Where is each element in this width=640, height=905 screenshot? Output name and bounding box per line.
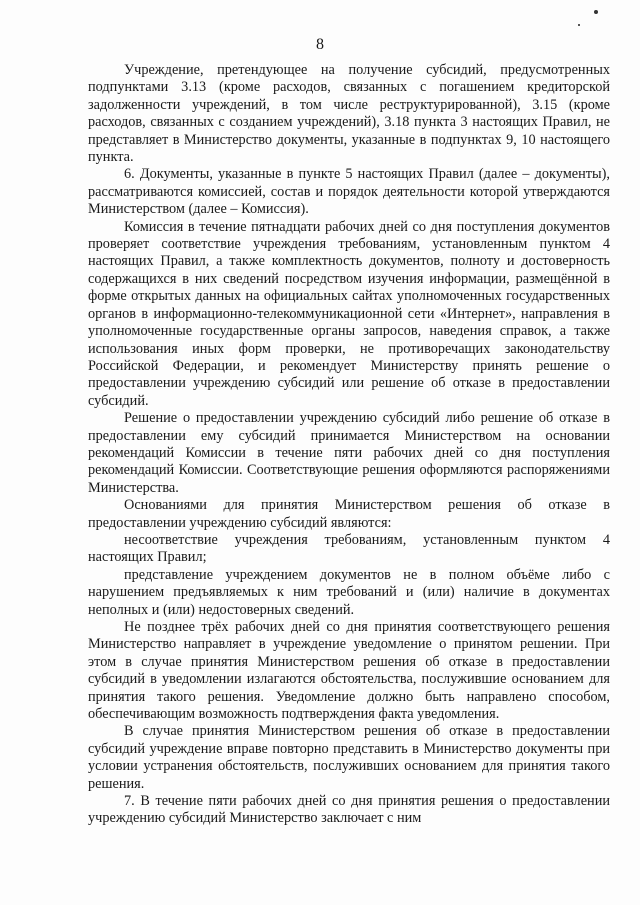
scan-mark <box>594 10 598 14</box>
paragraph-6-documents-review: 6. Документы, указанные в пункте 5 настоящих Правил (далее – документы), рассматриваются комиссией, состав и порядок деятельности которой утверждаются Министерством (далее – Комиссия). <box>88 166 610 218</box>
paragraph-7-agreement: 7. В течение пяти рабочих дней со дня принятия решения о предоставлении учреждению субсидий Министерство заключает с ним <box>88 793 610 827</box>
page-number: 8 <box>316 36 324 53</box>
paragraph-notification: Не позднее трёх рабочих дней со дня принятия соответствующего решения Министерство направляет в учреждение уведомление о принятом решении. При этом в случае принятия Министерством решения об отказе в предоставлении субсидий в уведомлении излагаются обстоятельства, послужившие основанием для принятия такого решения. Уведомление должно быть направлено способом, обеспечивающим возможность подтверждения факта уведомления. <box>88 619 610 723</box>
scan-dot <box>578 24 580 26</box>
document-body <box>88 62 610 828</box>
paragraph-ground-noncompliance: несоответствие учреждения требованиям, установленным пунктом 4 настоящих Правил; <box>88 531 610 566</box>
paragraph-refusal-grounds: Основаниями для принятия Министерством решения об отказе в предоставлении учреждению субсидий являются: <box>88 497 610 531</box>
paragraph-resubmission: В случае принятия Министерством решения об отказе в предоставлении субсидий учреждение вправе повторно представить в Министерство документы при условии устранения обстоятельств, послуживших основанием для принятия такого решения. <box>88 723 610 792</box>
paragraph-commission-check: Комиссия в течение пятнадцати рабочих дней со дня поступления документов проверяет соответствие учреждения требованиям, установленным пунктом 4 настоящих Правил, а также комплектность документов, полноту и достоверность содержащихся в них сведений посредством изучения информации, размещённой в форме открытых данных на официальных сайтах уполномоченных государственных органов в информационно-телекоммуникационной сети «Интернет», направления в уполномоченные государственные органы запросов, наведения справок, а также использования иных форм проверки, не противоречащих законодательству Российской Федерации, и рекомендует Министерству принять решение о предоставлении учреждению субсидий или решение об отказе в предоставлении субсидий. <box>88 218 610 409</box>
paragraph-eligibility-exceptions: Учреждение, претендующее на получение субсидий, предусмотренных подпунктами 3.13 (кроме расходов, связанных с погашением кредиторской задолженности учреждений, в том числе реструктурированной), 3.15 (кроме расходов, связанных с созданием учреждений), 3.18 пункта 3 настоящих Правил, не представляет в Министерство документы, указанные в подпунктах 9, 10 настоящего пункта. <box>88 62 610 166</box>
paragraph-ministry-decision: Решение о предоставлении учреждению субсидий либо решение об отказе в предоставлении ему субсидий принимается Министерством на основании рекомендаций Комиссии в течение пяти рабочих дней со дня поступления рекомендаций Комиссии. Соответствующие решения оформляются распоряжениями Министерства. <box>88 410 610 496</box>
paragraph-ground-incomplete-docs: представление учреждением документов не в полном объёме либо с нарушением предъявляемых к ним требований и (или) наличие в документах неполных и (или) недостоверных сведений. <box>88 566 610 618</box>
